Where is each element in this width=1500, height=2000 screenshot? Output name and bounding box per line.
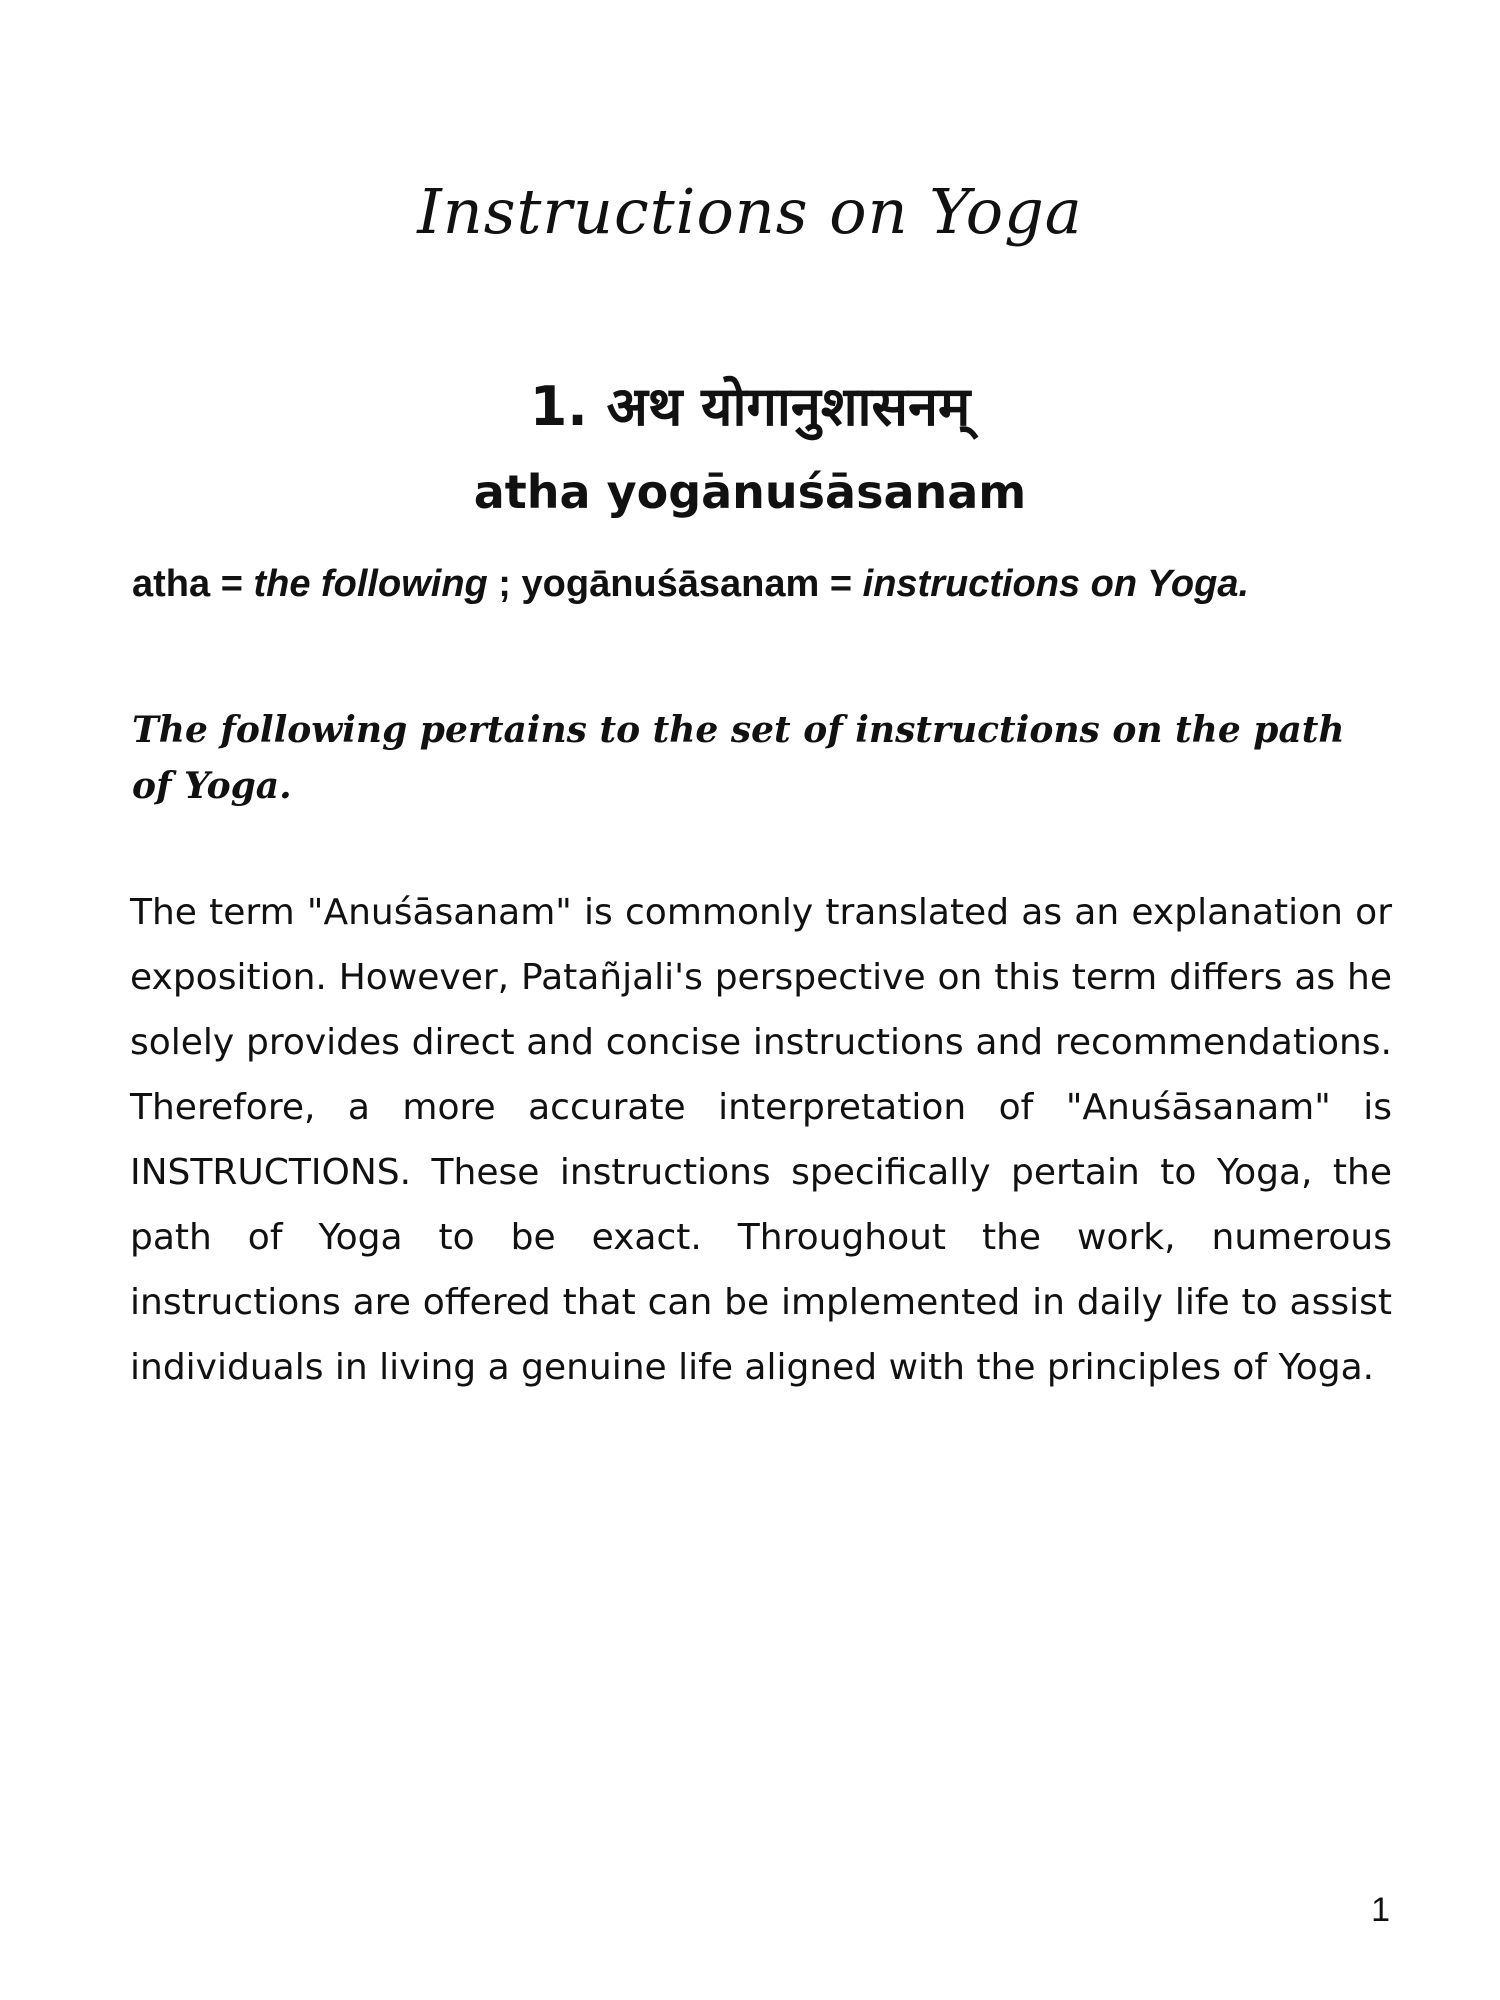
sutra-summary: The following pertains to the set of instructions on the path of Yoga. bbox=[132, 709, 1345, 807]
gloss-term-yoganusasanam: yogānuśāsanam bbox=[521, 563, 820, 605]
sutra-transliteration: atha yogānuśāsanam bbox=[473, 465, 1027, 519]
gloss-separator: ; bbox=[487, 563, 522, 605]
page-title: Instructions on Yoga bbox=[417, 175, 1083, 248]
word-gloss bbox=[132, 546, 1392, 622]
gloss-term-atha: atha bbox=[132, 563, 211, 605]
gloss-equals: = bbox=[819, 563, 863, 605]
gloss-meaning-atha: the following bbox=[253, 563, 488, 605]
gloss-meaning-yoganusasanam: instructions on Yoga. bbox=[862, 563, 1250, 605]
commentary-paragraph: The term "Anuśāsanam" is commonly translated as an explanation or exposition. However, Patañjali's perspective on this term differs as he solely provides direct and concise instructions and recommendations. Therefore, a more accurate interpretation of "Anuśāsanam" is INSTRUCTIONS. These instructions specifically pertain to Yoga, the path of Yoga to be exact. Throughout the work, numerous instructions are offered that can be implemented in daily life to assist individuals in living a genuine life aligned with the principles of Yoga. bbox=[130, 892, 1392, 1388]
gloss-equals: = bbox=[210, 563, 254, 605]
page-number: 1 bbox=[1371, 1891, 1390, 1929]
sutra-devanagari: 1. अथ योगानुशासनम् bbox=[529, 375, 971, 438]
